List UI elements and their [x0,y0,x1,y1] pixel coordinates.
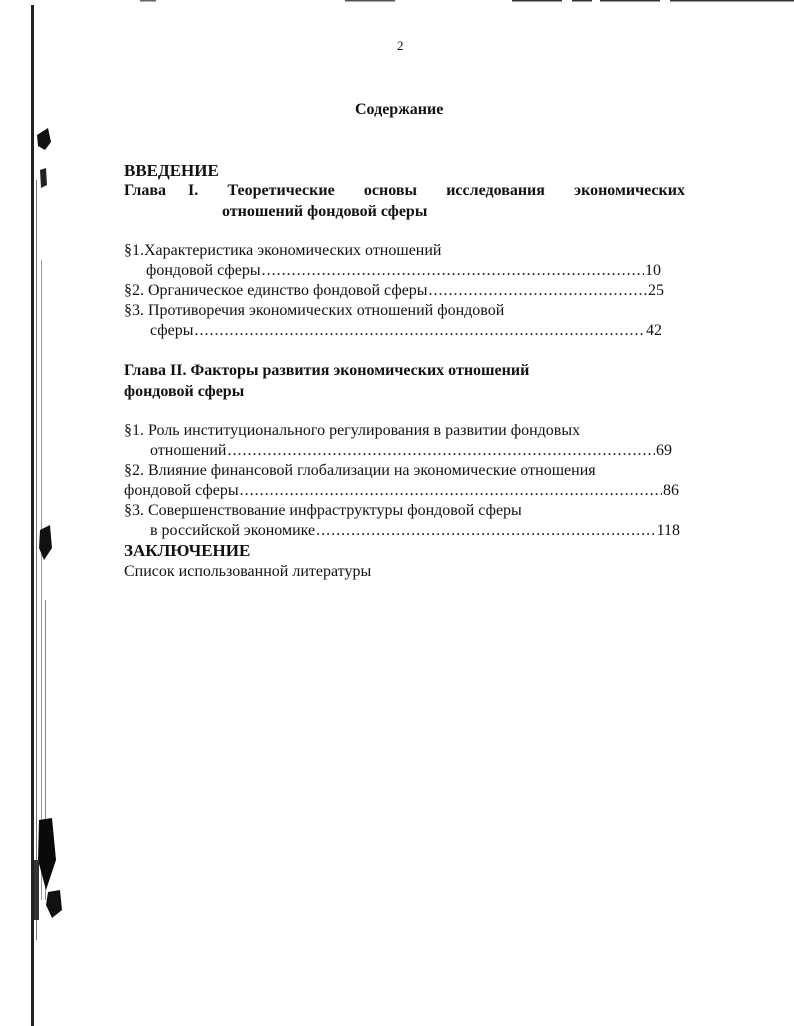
toc-entry-1-1-line2[interactable] [146,261,661,281]
toc-bibliography[interactable]: Список использованной литературы [124,563,372,580]
toc-entry-2-1-line1[interactable]: §1. Роль институционального регулирования в развитии фондовых [124,422,581,439]
dot-leader [227,441,655,461]
toc-entry-1-2[interactable] [124,281,664,301]
toc-entry-1-3-line2[interactable] [150,321,662,341]
toc-introduction[interactable]: ВВЕДЕНИЕ [124,161,219,180]
toc-entry-2-2-line2[interactable] [124,481,679,501]
chapter1-label: Глава [124,182,166,199]
toc-entry-2-2-line1[interactable]: §2. Влияние финансовой глобализации на экономические отношения [124,462,596,479]
chapter1-word: экономических [574,182,685,199]
dot-leader [240,481,662,501]
chapter1-heading[interactable] [124,181,685,201]
toc-title: Содержание [355,101,444,118]
toc-entry-2-3-line1[interactable]: §3. Совершенствование инфраструктуры фондовой сферы [124,502,522,519]
chapter1-number: I. [188,182,199,199]
chapter1-title-line2: отношений фондовой сферы [222,203,428,220]
chapter1-word: исследования [446,182,545,199]
entry-page: 42 [646,322,662,339]
page-number: 2 [397,38,404,53]
toc-conclusion[interactable]: ЗАКЛЮЧЕНИЕ [124,541,251,560]
entry-text: §2. Органическое единство фондовой сферы [124,282,428,299]
dot-leader [316,521,655,541]
toc-entry-1-3-line1[interactable]: §3. Противоречия экономических отношений фондовой [124,302,505,319]
chapter1-word: Теоретические [227,182,335,199]
entry-page: 69 [656,442,672,459]
dot-leader [262,261,644,281]
entry-text: фондовой сферы [146,262,261,279]
entry-text: в российской экономике [150,522,316,539]
toc-entry-1-1-line1[interactable]: §1.Характеристика экономических отношений [124,242,442,259]
toc-entry-2-1-line2[interactable] [150,441,672,461]
toc-entry-2-3-line2[interactable] [150,521,680,541]
entry-page: 86 [663,482,679,499]
entry-page: 10 [645,262,661,279]
scan-top-edge [0,0,794,10]
entry-page: 118 [656,522,680,539]
chapter2-title-line2: фондовой сферы [124,383,245,400]
chapter2-title-line1[interactable]: Глава II. Факторы развития экономических отношений [124,362,530,379]
entry-page: 25 [648,282,664,299]
entry-text: сферы [150,322,194,339]
dot-leader [429,281,647,301]
entry-text: отношений [150,442,227,459]
dot-leader [195,321,645,341]
scan-binding-edge [0,0,80,1026]
chapter1-word: основы [363,182,417,199]
entry-text: фондовой сферы [124,482,239,499]
